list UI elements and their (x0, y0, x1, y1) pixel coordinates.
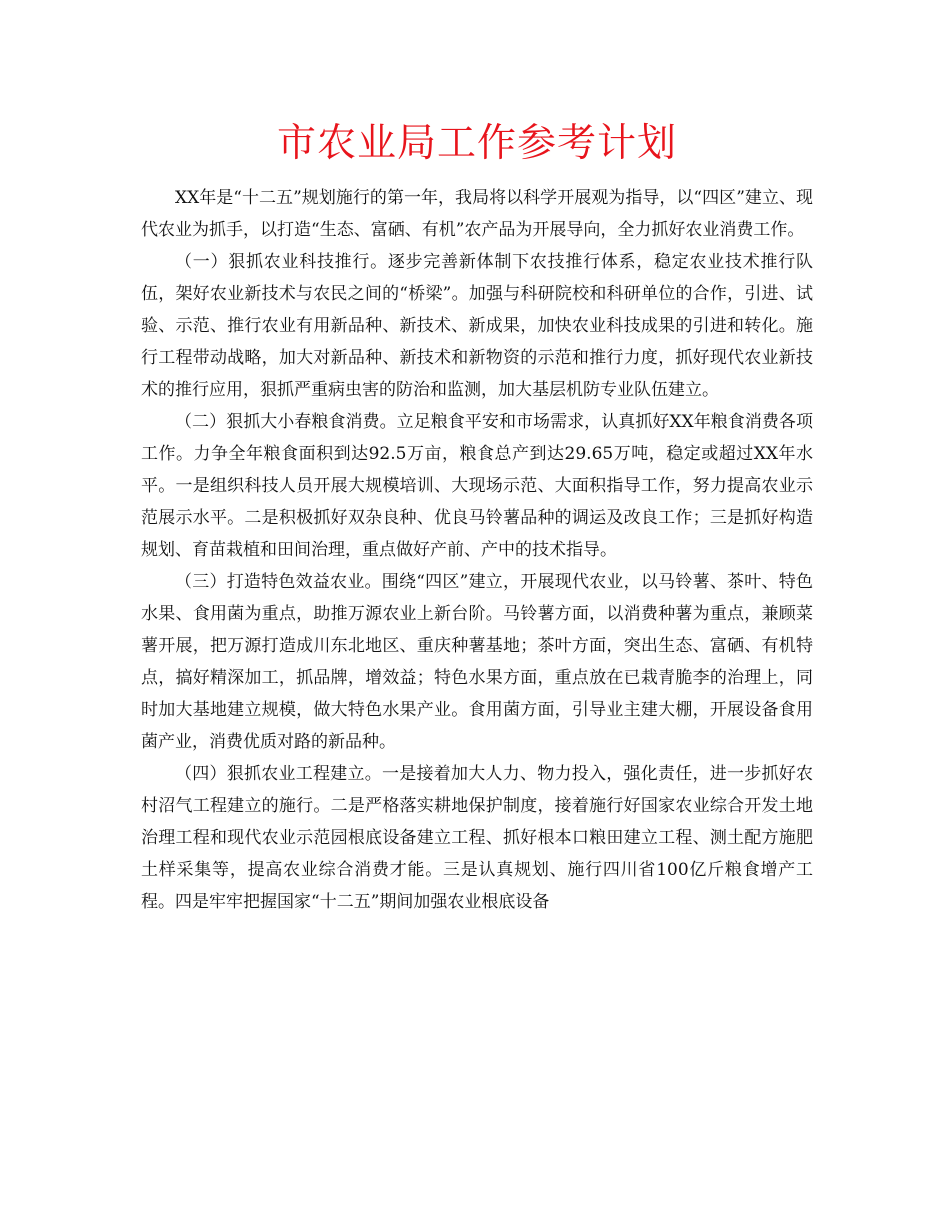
document-title: 市农业局工作参考计划 (276, 121, 677, 166)
document-page (141, 118, 813, 918)
paragraph-section-2: （二）狠抓大小春粮食消费。立足粮食平安和市场需求，认真抓好XX年粮食消费各项工作。力争全年粮食面积到达92.5万亩，粮食总产到达29.65万吨，稳定或超过XX年水平。一是组织科技人员开展大规模培训、大现场示范、大面积指导工作，努力提高农业示范展示水平。二是积极抓好双杂良种、优良马铃薯品种的调运及改良工作；三是抓好构造规划、育苗栽植和田间治理，重点做好产前、产中的技术指导。 (141, 412, 813, 560)
paragraph-section-3: （三）打造特色效益农业。围绕“四区”建立，开展现代农业，以马铃薯、茶叶、特色水果、食用菌为重点，助推万源农业上新台阶。马铃薯方面，以消费种薯为重点，兼顾菜薯开展，把万源打造成川东北地区、重庆种薯基地；茶叶方面，突出生态、富硒、有机特点，搞好精深加工，抓品牌，增效益；特色水果方面，重点放在已栽青脆李的治理上，同时加大基地建立规模，做大特色水果产业。食用菌方面，引导业主建大棚，开展设备食用菌产业，消费优质对路的新品种。 (141, 572, 813, 752)
paragraph-section-1: （一）狠抓农业科技推行。逐步完善新体制下农技推行体系，稳定农业技术推行队伍，架好农业新技术与农民之间的“桥梁”。加强与科研院校和科研单位的合作，引进、试验、示范、推行农业有用新品种、新技术、新成果，加快农业科技成果的引进和转化。施行工程带动战略，加大对新品种、新技术和新物资的示范和推行力度，抓好现代农业新技术的推行应用，狠抓严重病虫害的防治和监测，加大基层机防专业队伍建立。 (141, 252, 813, 400)
paragraph-intro: XX年是“十二五”规划施行的第一年，我局将以科学开展观为指导，以“四区”建立、现代农业为抓手，以打造“生态、富硒、有机”农产品为开展导向，全力抓好农业消费工作。 (141, 188, 813, 240)
paragraph-section-4: （四）狠抓农业工程建立。一是接着加大人力、物力投入，强化责任，进一步抓好农村沼气工程建立的施行。二是严格落实耕地保护制度，接着施行好国家农业综合开发土地治理工程和现代农业示范园根底设备建立工程、抓好根本口粮田建立工程、测土配方施肥土样采集等，提高农业综合消费才能。三是认真规划、施行四川省100亿斤粮食增产工程。四是牢牢把握国家“十二五”期间加强农业根底设备 (141, 764, 813, 912)
